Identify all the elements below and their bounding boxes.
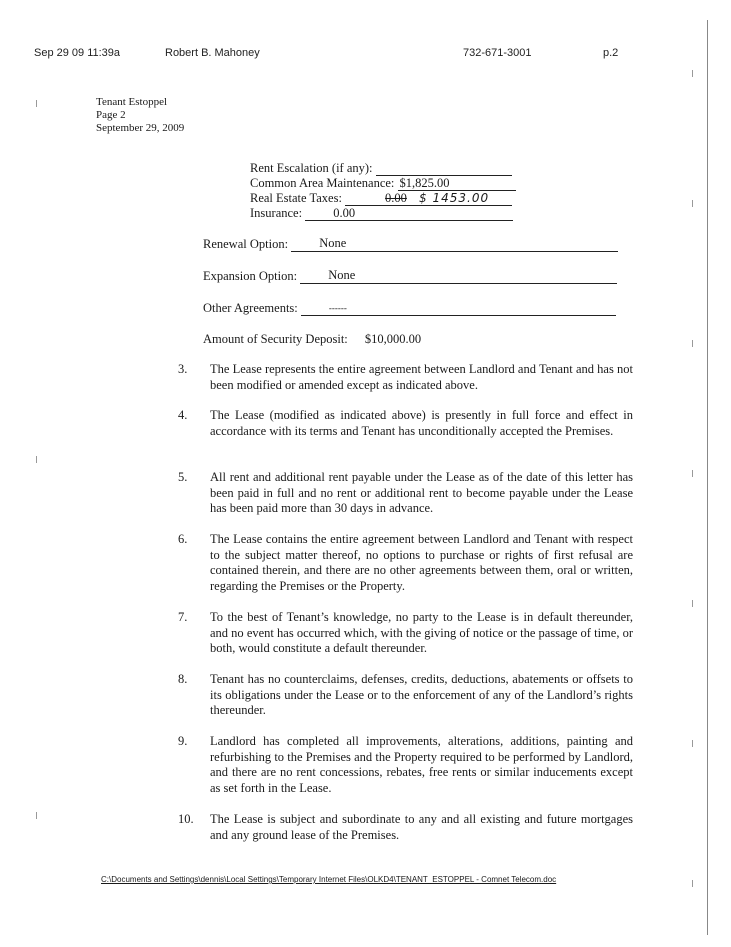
expansion-option-label: Expansion Option: xyxy=(203,269,298,283)
rent-details xyxy=(250,161,516,221)
cam-value: $1,825.00 xyxy=(399,176,450,190)
security-deposit-row xyxy=(203,332,421,347)
clause-7 xyxy=(178,610,633,657)
clause-number: 9. xyxy=(178,734,188,748)
security-deposit-value: $10,000.00 xyxy=(364,332,422,346)
fax-sender: Robert B. Mahoney xyxy=(165,47,260,59)
document-title: Tenant Estoppel xyxy=(96,96,168,108)
real-estate-taxes-row xyxy=(250,191,516,206)
scan-mark xyxy=(692,470,693,477)
document-page: Page 2 xyxy=(96,109,126,121)
scan-mark xyxy=(36,456,37,463)
clause-3 xyxy=(178,362,633,393)
renewal-option-blank xyxy=(291,237,618,252)
clause-text: All rent and additional rent payable under the Lease as of the date of this letter has been paid in full and no rent or additional rent to become payable under the Lease has been paid more than 30 days in advance. xyxy=(210,470,633,515)
clause-text: The Lease represents the entire agreement between Landlord and Tenant and has not been modified or amended except as indicated above. xyxy=(210,362,633,392)
scan-mark xyxy=(692,740,693,747)
clause-number: 3. xyxy=(178,362,188,376)
cam-row xyxy=(250,176,516,191)
renewal-option-value: None xyxy=(319,236,347,250)
insurance-label: Insurance: xyxy=(250,206,303,220)
fax-page-number: p.2 xyxy=(603,47,619,59)
insurance-row xyxy=(250,206,516,221)
clause-number: 8. xyxy=(178,672,188,686)
clause-number: 6. xyxy=(178,532,188,546)
clause-number: 4. xyxy=(178,408,188,422)
renewal-option-row xyxy=(203,237,618,252)
other-agreements-label: Other Agreements: xyxy=(203,301,298,315)
rent-escalation-label: Rent Escalation (if any): xyxy=(250,161,373,175)
scan-mark xyxy=(692,880,693,887)
scan-mark xyxy=(692,340,693,347)
clause-8 xyxy=(178,672,633,719)
clause-9 xyxy=(178,734,633,796)
insurance-value: 0.00 xyxy=(333,206,356,220)
expansion-option-row xyxy=(203,269,617,284)
clause-number: 10. xyxy=(178,812,194,826)
document-date: September 29, 2009 xyxy=(96,122,185,134)
clause-number: 7. xyxy=(178,610,188,624)
taxes-blank xyxy=(345,192,512,206)
scan-mark xyxy=(692,70,693,77)
clause-text: To the best of Tenant’s knowledge, no party to the Lease is in default thereunder, and no event has occurred which, with the giving of notice or the passage of time, or both, would constitute a default thereunder. xyxy=(210,610,633,655)
rent-escalation-row xyxy=(250,161,516,176)
footer-file-path: C:\Documents and Settings\dennis\Local Settings\Temporary Internet Files\OLKD4\TENANT_ESTOPPEL - Comnet Telecom.doc xyxy=(101,875,557,884)
scan-mark xyxy=(692,200,693,207)
clause-5 xyxy=(178,470,633,517)
fax-phone: 732-671-3001 xyxy=(463,47,532,59)
clause-text: Landlord has completed all improvements, alterations, additions, painting and refurbishing to the Premises and the Property required to be performed by Landlord, and there are no rent concessions, rebates, free rents or similar inducements except as set forth in the Lease. xyxy=(210,734,633,795)
clause-6 xyxy=(178,532,633,594)
clause-text: The Lease (modified as indicated above) is presently in full force and effect in accordance with its terms and Tenant has unconditionally accepted the Premises. xyxy=(210,408,633,438)
cam-label: Common Area Maintenance: xyxy=(250,176,395,190)
scan-mark xyxy=(692,600,693,607)
rent-escalation-blank xyxy=(376,162,512,176)
scan-edge-line xyxy=(707,20,708,935)
insurance-blank xyxy=(305,207,513,221)
taxes-label: Real Estate Taxes: xyxy=(250,191,342,205)
other-agreements-blank xyxy=(301,301,616,316)
taxes-struck-value: 0.00 xyxy=(385,191,407,205)
cam-blank xyxy=(398,177,516,191)
clause-text: The Lease contains the entire agreement between Landlord and Tenant with respect to the subject matter thereof, no options to purchase or rights of first refusal are contained therein, and there are no other agreements between them, oral or written, regarding the Premises or the Property. xyxy=(210,532,633,593)
expansion-option-value: None xyxy=(328,268,356,282)
taxes-handwritten-value: $ 1453.00 xyxy=(419,191,490,205)
clause-number: 5. xyxy=(178,470,188,484)
document-header xyxy=(96,96,184,135)
renewal-option-label: Renewal Option: xyxy=(203,237,289,251)
clause-text: The Lease is subject and subordinate to any and all existing and future mortgages and any ground lease of the Premises. xyxy=(210,812,633,842)
other-agreements-row xyxy=(203,301,616,316)
fax-datetime: Sep 29 09 11:39a xyxy=(34,47,121,59)
expansion-option-blank xyxy=(300,269,617,284)
clause-10 xyxy=(178,812,633,843)
scan-mark xyxy=(36,812,37,819)
clause-4 xyxy=(178,408,633,439)
other-agreements-value: ------ xyxy=(328,303,347,313)
clause-text: Tenant has no counterclaims, defenses, credits, deductions, abatements or offsets to its obligations under the Lease or to the enforcement of any of the Landlord’s rights thereunder. xyxy=(210,672,633,717)
scan-mark xyxy=(36,100,37,107)
security-deposit-label: Amount of Security Deposit: xyxy=(203,332,348,346)
